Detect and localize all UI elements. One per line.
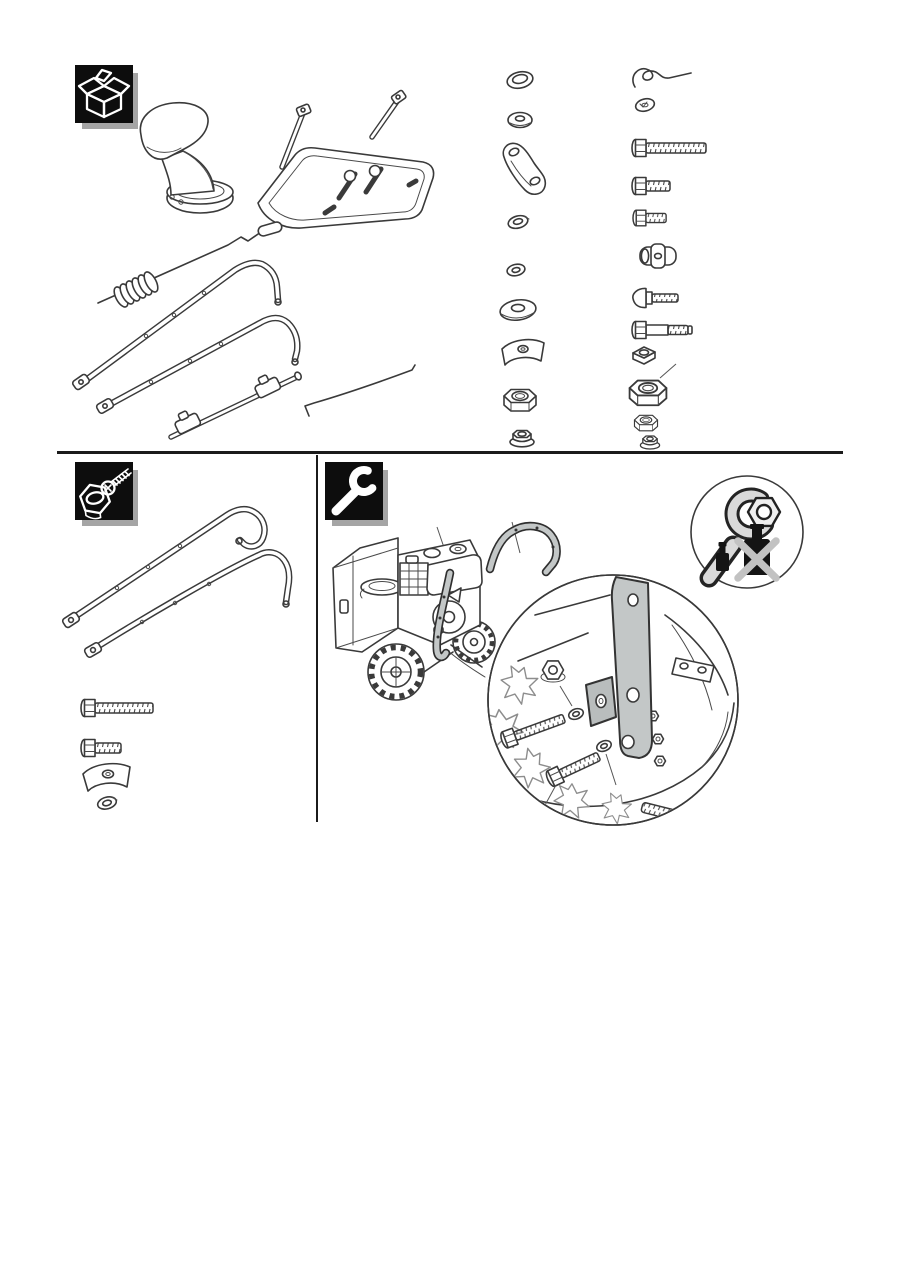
detail-clip-plate [586, 677, 616, 726]
hw-shoulder-bolt [632, 322, 692, 339]
part-upper-handle-left [96, 318, 298, 414]
tool-callout [691, 476, 803, 588]
handle-highlight-right [490, 526, 557, 572]
hw-nylon-lock-nut-small [634, 415, 657, 430]
handle-pair-illustration [55, 495, 315, 670]
section-divider-vertical [316, 455, 318, 822]
handle-hardware-items [75, 690, 205, 825]
part-speed-select-rod [305, 365, 415, 416]
hw-hairpin-cotter [633, 69, 691, 87]
hw-trunnion-pivot [640, 244, 676, 268]
hw-square-nut [633, 347, 655, 364]
wheel-left [368, 644, 424, 700]
hw-chute-bracket [503, 143, 545, 194]
hw-dome-washer [508, 113, 532, 128]
hw-carriage-bolt [633, 288, 678, 307]
hw-hex-bolt-medium [632, 178, 670, 195]
hw-hex-bolt-short [633, 210, 666, 226]
hw-cup-washer [499, 298, 537, 323]
hw-clip-plate [502, 340, 544, 365]
part-shift-rod [171, 371, 302, 437]
hw-bl-clip-plate [83, 764, 130, 791]
carton-parts-illustration [55, 55, 453, 455]
hw-hex-bolt-long [632, 140, 706, 157]
hw-bl-hex-bolt-short [81, 740, 121, 757]
part-discharge-chute [140, 103, 233, 213]
hw-flange-nut-small [640, 436, 659, 449]
hw-flange-nut [510, 431, 534, 447]
carton-hardware-illustration [488, 60, 728, 460]
hw-bl-lock-washer [96, 795, 117, 811]
hw-push-retainer-clip [634, 97, 655, 113]
handle-lower [84, 552, 290, 658]
hw-bl-hex-bolt-long [81, 700, 153, 717]
hw-nylon-lock-nut-large [630, 364, 676, 405]
hw-nylon-lock-nut [504, 390, 536, 412]
assembly-illustration [320, 455, 850, 835]
section-divider-horizontal [57, 451, 843, 454]
hw-flat-washer-small [506, 263, 526, 278]
hw-lock-washer [507, 214, 529, 231]
hw-flat-ring-washer [506, 69, 535, 90]
assembly-detail-circle [478, 575, 738, 827]
part-control-panel [258, 90, 434, 228]
hex-nut-icon [748, 498, 780, 526]
